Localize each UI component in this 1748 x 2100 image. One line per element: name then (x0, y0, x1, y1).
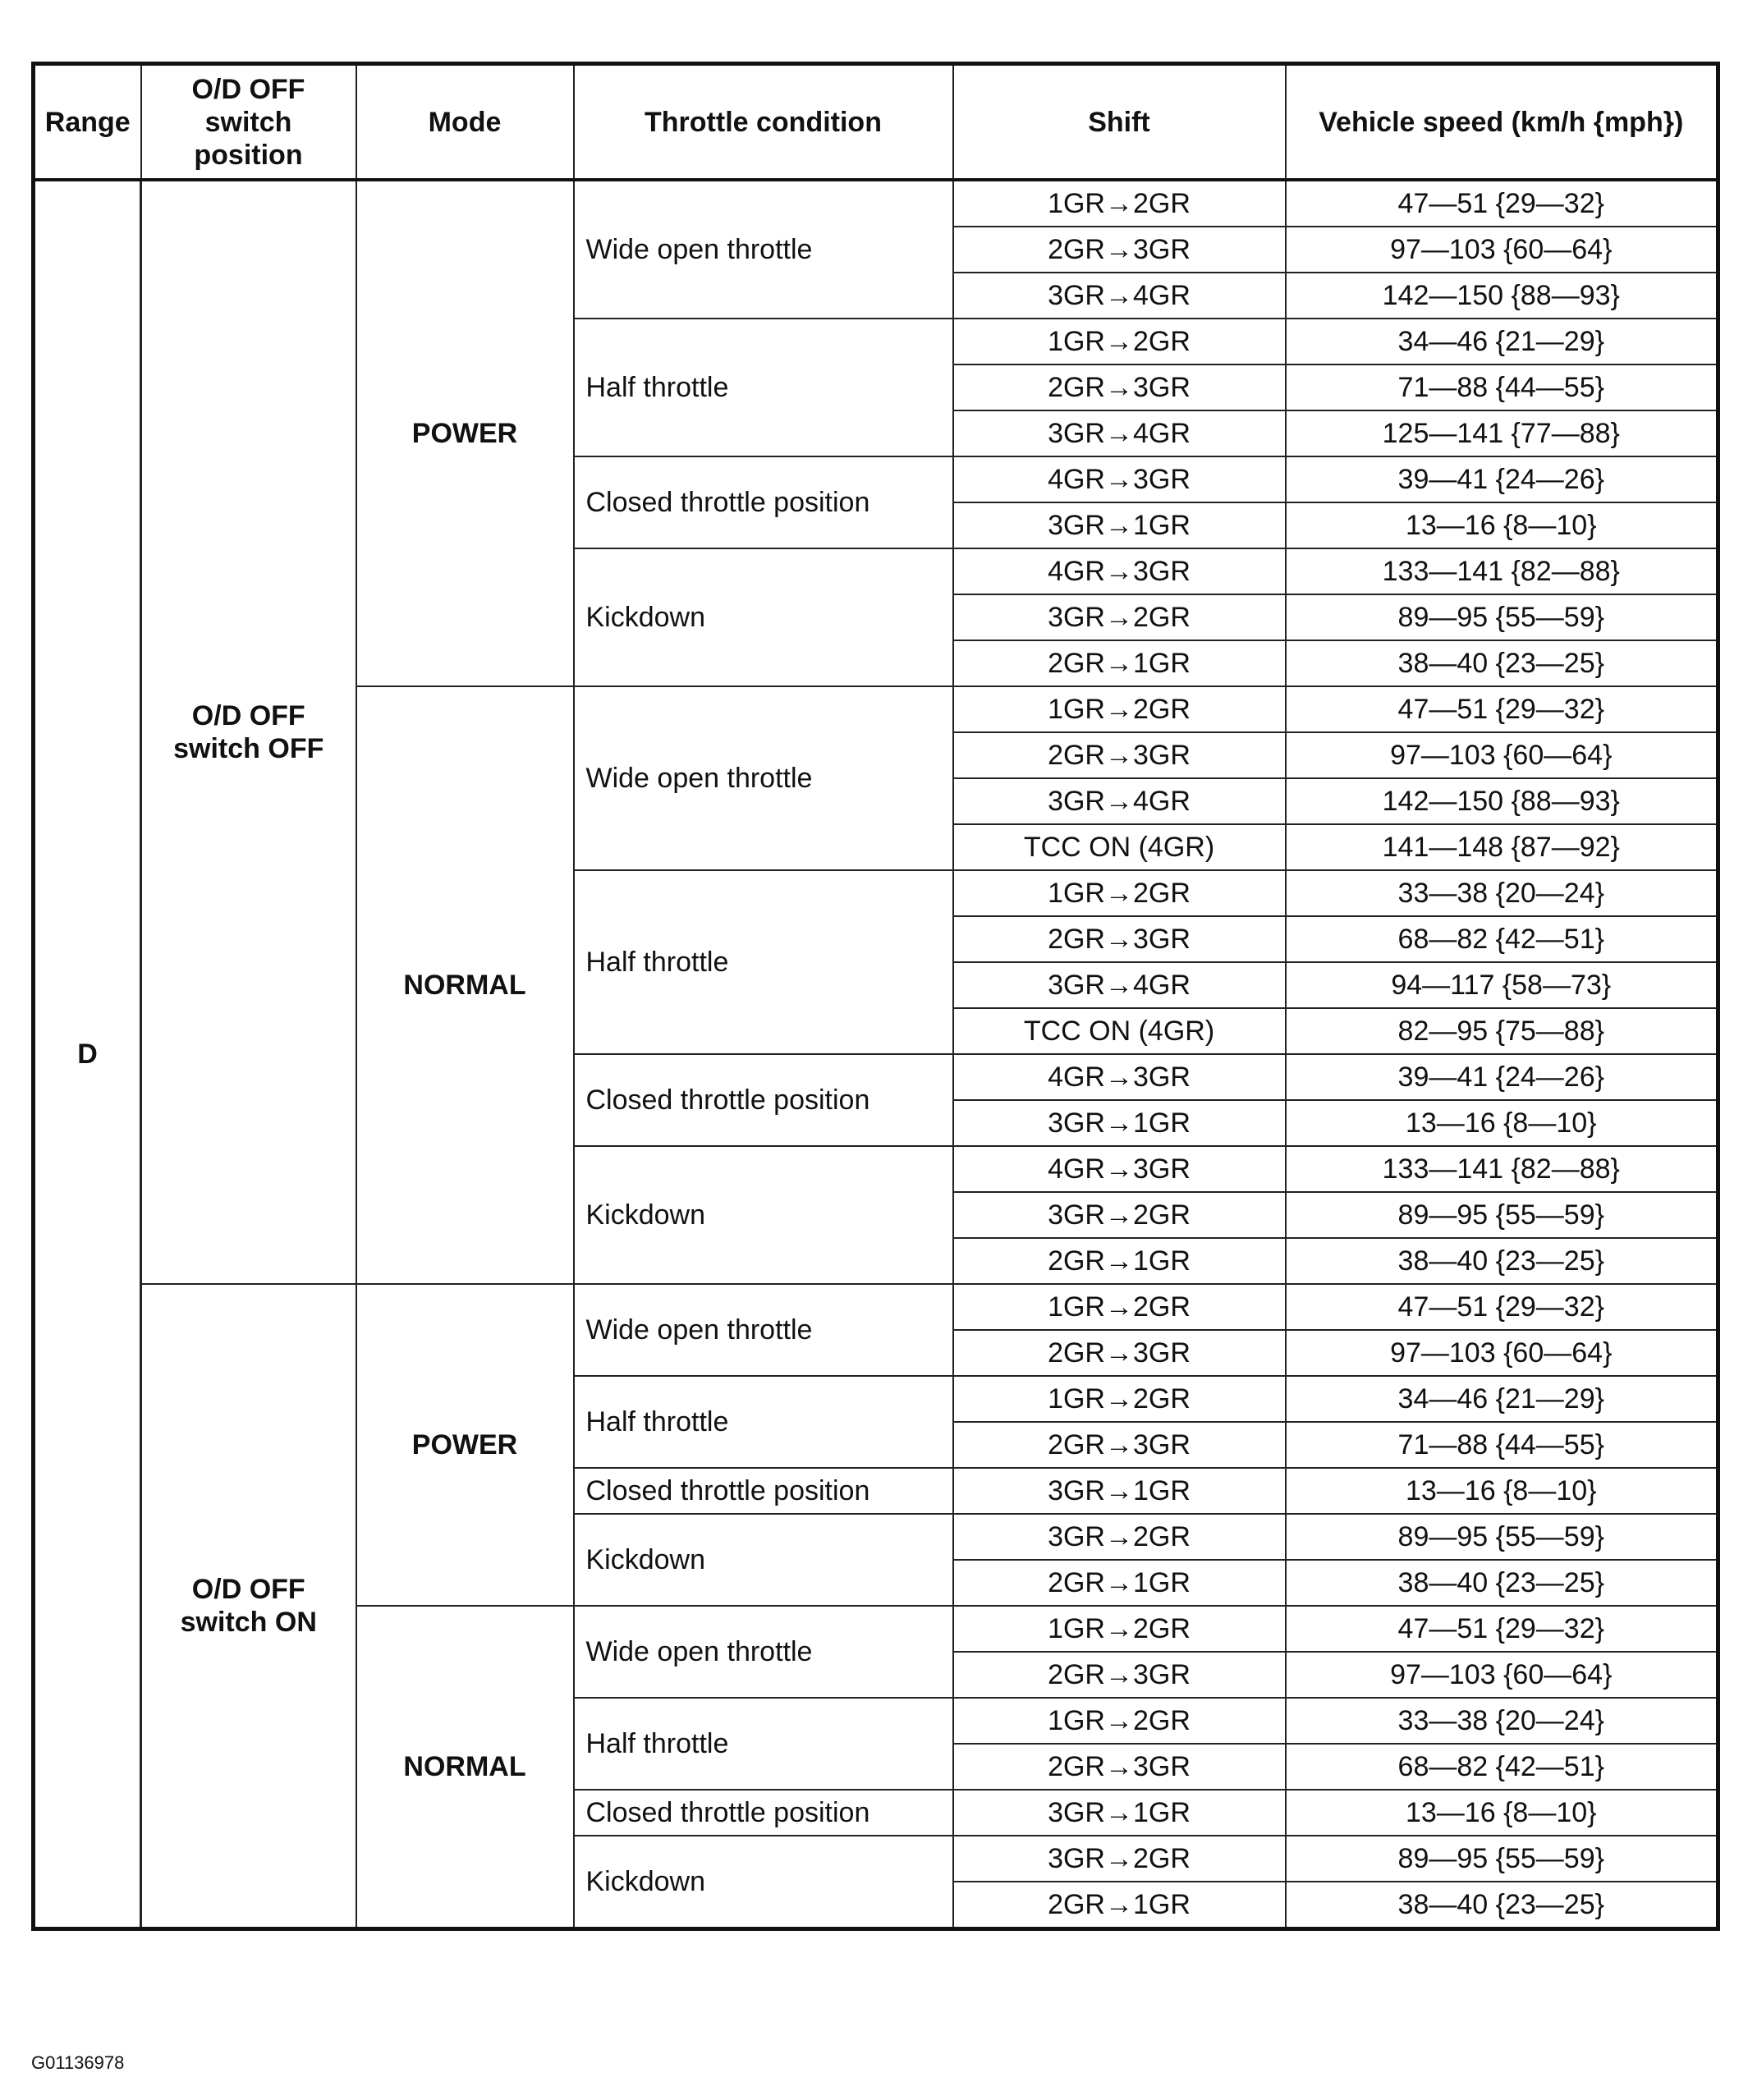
shift-cell: 2GR→1GR (953, 1560, 1286, 1606)
shift-cell: 4GR→3GR (953, 1146, 1286, 1192)
throttle-condition-cell: Closed throttle position (574, 456, 953, 548)
shift-cell: 3GR→4GR (953, 273, 1286, 319)
shift-cell: 1GR→2GR (953, 319, 1286, 365)
vehicle-speed-cell: 47—51 {29—32} (1286, 180, 1718, 227)
vehicle-speed-cell: 47—51 {29—32} (1286, 1606, 1718, 1652)
throttle-condition-cell: Half throttle (574, 1376, 953, 1468)
shift-cell: 1GR→2GR (953, 686, 1286, 732)
vehicle-speed-cell: 94—117 {58—73} (1286, 962, 1718, 1008)
header-row (34, 64, 1718, 181)
shift-cell: 4GR→3GR (953, 548, 1286, 594)
shift-cell: 3GR→2GR (953, 1514, 1286, 1560)
mode-cell: POWER (356, 1284, 574, 1606)
table-header (34, 64, 1718, 181)
mode-cell: POWER (356, 180, 574, 686)
shift-cell: 2GR→1GR (953, 1882, 1286, 1929)
shift-cell: 2GR→1GR (953, 640, 1286, 686)
shift-cell: 1GR→2GR (953, 1606, 1286, 1652)
shift-cell: 2GR→3GR (953, 1330, 1286, 1376)
vehicle-speed-cell: 125—141 {77—88} (1286, 410, 1718, 456)
shift-cell: 2GR→3GR (953, 732, 1286, 778)
shift-cell: 3GR→4GR (953, 778, 1286, 824)
vehicle-speed-cell: 13—16 {8—10} (1286, 502, 1718, 548)
shift-cell: 1GR→2GR (953, 870, 1286, 916)
shift-cell: 3GR→2GR (953, 594, 1286, 640)
vehicle-speed-cell: 142—150 {88—93} (1286, 273, 1718, 319)
header-vehicle-speed: Vehicle speed (km/h {mph}) (1286, 64, 1718, 181)
header-od-position: O/D OFF switch position (141, 64, 356, 181)
vehicle-speed-cell: 89—95 {55—59} (1286, 594, 1718, 640)
vehicle-speed-cell: 71—88 {44—55} (1286, 1422, 1718, 1468)
shift-cell: 3GR→4GR (953, 962, 1286, 1008)
vehicle-speed-cell: 89—95 {55—59} (1286, 1514, 1718, 1560)
table-row (34, 1284, 1718, 1330)
vehicle-speed-cell: 47—51 {29—32} (1286, 1284, 1718, 1330)
shift-speed-table (31, 62, 1720, 1931)
throttle-condition-cell: Kickdown (574, 1146, 953, 1284)
shift-cell: TCC ON (4GR) (953, 1008, 1286, 1054)
vehicle-speed-cell: 33—38 {20—24} (1286, 870, 1718, 916)
shift-cell: 3GR→1GR (953, 1100, 1286, 1146)
shift-cell: 2GR→3GR (953, 1652, 1286, 1698)
vehicle-speed-cell: 13—16 {8—10} (1286, 1468, 1718, 1514)
header-shift: Shift (953, 64, 1286, 181)
shift-cell: 3GR→4GR (953, 410, 1286, 456)
vehicle-speed-cell: 47—51 {29—32} (1286, 686, 1718, 732)
vehicle-speed-cell: 68—82 {42—51} (1286, 916, 1718, 962)
vehicle-speed-cell: 39—41 {24—26} (1286, 1054, 1718, 1100)
mode-cell: NORMAL (356, 1606, 574, 1929)
vehicle-speed-cell: 38—40 {23—25} (1286, 1882, 1718, 1929)
vehicle-speed-cell: 71—88 {44—55} (1286, 365, 1718, 410)
vehicle-speed-cell: 82—95 {75—88} (1286, 1008, 1718, 1054)
shift-cell: 2GR→1GR (953, 1238, 1286, 1284)
shift-cell: 2GR→3GR (953, 916, 1286, 962)
throttle-condition-cell: Kickdown (574, 548, 953, 686)
header-range: Range (34, 64, 141, 181)
throttle-condition-cell: Kickdown (574, 1514, 953, 1606)
shift-cell: 4GR→3GR (953, 1054, 1286, 1100)
vehicle-speed-cell: 38—40 {23—25} (1286, 640, 1718, 686)
vehicle-speed-cell: 89—95 {55—59} (1286, 1836, 1718, 1882)
throttle-condition-cell: Wide open throttle (574, 180, 953, 319)
throttle-condition-cell: Kickdown (574, 1836, 953, 1929)
vehicle-speed-cell: 33—38 {20—24} (1286, 1698, 1718, 1744)
throttle-condition-cell: Wide open throttle (574, 1606, 953, 1698)
shift-cell: 1GR→2GR (953, 1284, 1286, 1330)
throttle-condition-cell: Closed throttle position (574, 1054, 953, 1146)
vehicle-speed-cell: 133—141 {82—88} (1286, 1146, 1718, 1192)
shift-cell: 3GR→1GR (953, 502, 1286, 548)
table-row (34, 180, 1718, 227)
shift-cell: 2GR→3GR (953, 1744, 1286, 1790)
vehicle-speed-cell: 97—103 {60—64} (1286, 1330, 1718, 1376)
throttle-condition-cell: Half throttle (574, 870, 953, 1054)
vehicle-speed-cell: 39—41 {24—26} (1286, 456, 1718, 502)
vehicle-speed-cell: 34—46 {21—29} (1286, 1376, 1718, 1422)
shift-cell: 3GR→1GR (953, 1468, 1286, 1514)
vehicle-speed-cell: 133—141 {82—88} (1286, 548, 1718, 594)
throttle-condition-cell: Half throttle (574, 1698, 953, 1790)
throttle-condition-cell: Half throttle (574, 319, 953, 456)
vehicle-speed-cell: 38—40 {23—25} (1286, 1560, 1718, 1606)
vehicle-speed-cell: 97—103 {60—64} (1286, 732, 1718, 778)
header-throttle-condition: Throttle condition (574, 64, 953, 181)
shift-cell: 2GR→3GR (953, 365, 1286, 410)
shift-cell: 3GR→2GR (953, 1192, 1286, 1238)
range-cell: D (34, 180, 141, 1929)
shift-cell: 1GR→2GR (953, 1376, 1286, 1422)
vehicle-speed-cell: 97—103 {60—64} (1286, 1652, 1718, 1698)
shift-cell: 2GR→3GR (953, 227, 1286, 273)
throttle-condition-cell: Wide open throttle (574, 686, 953, 870)
vehicle-speed-cell: 38—40 {23—25} (1286, 1238, 1718, 1284)
table-body (34, 180, 1718, 1929)
shift-cell: 3GR→2GR (953, 1836, 1286, 1882)
shift-cell: TCC ON (4GR) (953, 824, 1286, 870)
header-mode: Mode (356, 64, 574, 181)
throttle-condition-cell: Closed throttle position (574, 1790, 953, 1836)
shift-cell: 2GR→3GR (953, 1422, 1286, 1468)
vehicle-speed-cell: 141—148 {87—92} (1286, 824, 1718, 870)
vehicle-speed-cell: 68—82 {42—51} (1286, 1744, 1718, 1790)
od-switch-cell: O/D OFF switch ON (141, 1284, 356, 1929)
shift-cell: 1GR→2GR (953, 1698, 1286, 1744)
throttle-condition-cell: Closed throttle position (574, 1468, 953, 1514)
shift-cell: 4GR→3GR (953, 456, 1286, 502)
vehicle-speed-cell: 97—103 {60—64} (1286, 227, 1718, 273)
mode-cell: NORMAL (356, 686, 574, 1284)
vehicle-speed-cell: 13—16 {8—10} (1286, 1100, 1718, 1146)
vehicle-speed-cell: 89—95 {55—59} (1286, 1192, 1718, 1238)
od-switch-cell: O/D OFF switch OFF (141, 180, 356, 1284)
shift-cell: 3GR→1GR (953, 1790, 1286, 1836)
figure-code: G01136978 (31, 2052, 125, 2073)
throttle-condition-cell: Wide open throttle (574, 1284, 953, 1376)
shift-cell: 1GR→2GR (953, 180, 1286, 227)
vehicle-speed-cell: 142—150 {88—93} (1286, 778, 1718, 824)
vehicle-speed-cell: 34—46 {21—29} (1286, 319, 1718, 365)
vehicle-speed-cell: 13—16 {8—10} (1286, 1790, 1718, 1836)
